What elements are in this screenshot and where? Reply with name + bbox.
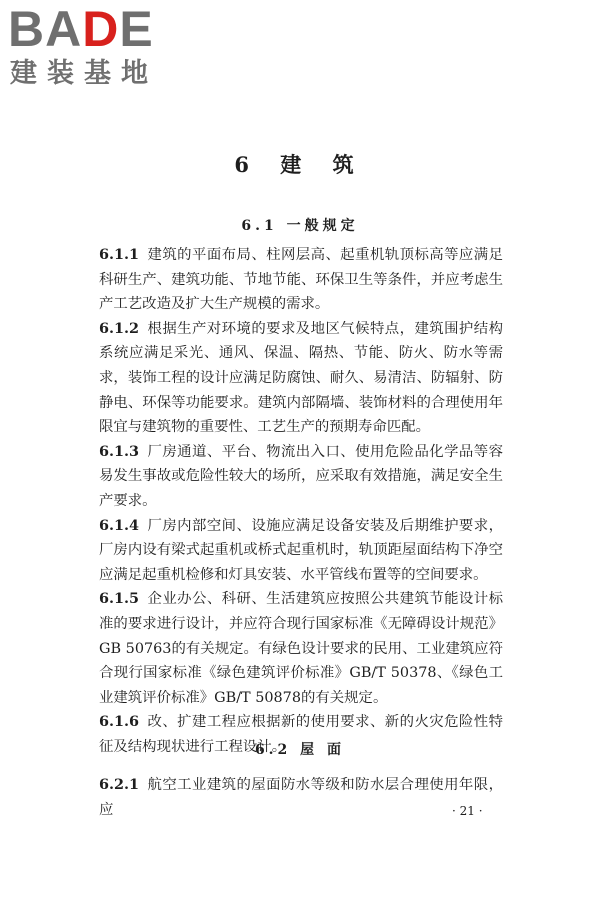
logo-word-part2: E bbox=[119, 1, 154, 57]
clause-text: 厂房通道、平台、物流出入口、使用危险品化学品等容易发生事故或危险性较大的场所，应采取有效措施，满足安全生产要求。 bbox=[99, 443, 503, 509]
section-title-6-2: 6.2 屋 面 bbox=[254, 742, 346, 758]
page-number: · 21 · bbox=[452, 804, 483, 818]
clause-text: 根据生产对环境的要求及地区气候特点，建筑围护结构系统应满足采光、通风、保温、隔热、节能、防火、防水等需求，装饰工程的设计应满足防腐蚀、耐久、易清洁、防辐射、防静电、环保等功能要求。建筑内部隔墙、装饰材料的合理使用年限宜与建筑物的重要性、工艺生产的预期寿命匹配。 bbox=[99, 320, 503, 436]
clause-number: 6.1.2 bbox=[99, 319, 140, 337]
logo-wordmark bbox=[8, 1, 154, 57]
bade-logo bbox=[8, 1, 183, 94]
clause-6-2-1 bbox=[99, 773, 503, 822]
clause-6-1-5 bbox=[99, 587, 503, 710]
clause-6-1-4 bbox=[99, 514, 503, 588]
clause-number: 6.1.6 bbox=[99, 713, 140, 731]
clause-6-1-2 bbox=[99, 317, 503, 440]
clause-text: 厂房内部空间、设施应满足设备安装及后期维护要求，厂房内设有梁式起重机或桥式起重机时，轨顶距屋面结构下净空应满足起重机检修和灯具安装、水平管线布置等的空间要求。 bbox=[99, 517, 503, 583]
section-body-6-2 bbox=[99, 773, 503, 822]
clause-number: 6.1.1 bbox=[99, 246, 140, 263]
clause-text: 航空工业建筑的屋面防水等级和防水层合理使用年限，应 bbox=[99, 777, 503, 818]
section-title-6-1: 6.1 一般规定 bbox=[241, 218, 359, 234]
logo-subtitle: 建装基地 bbox=[10, 58, 158, 89]
clause-text: 改、扩建工程应根据新的使用要求、新的火灾危险性特征及结构现状进行工程设计。 bbox=[99, 714, 503, 755]
clause-number: 6.2.1 bbox=[99, 776, 140, 793]
logo-word-accent: D bbox=[82, 1, 120, 57]
clause-6-1-3 bbox=[99, 440, 503, 514]
logo-word-part1: BA bbox=[8, 1, 83, 57]
chapter-title: 6 建 筑 bbox=[234, 152, 366, 177]
section-body-6-1 bbox=[99, 243, 503, 759]
clause-number: 6.1.4 bbox=[99, 516, 140, 534]
clause-number: 6.1.5 bbox=[99, 590, 140, 608]
clause-text: 建筑的平面布局、柱网层高、起重机轨顶标高等应满足科研生产、建筑功能、节地节能、环保卫生等条件，并应考虑生产工艺改造及扩大生产规模的需求。 bbox=[99, 247, 503, 313]
clause-text: 企业办公、科研、生活建筑应按照公共建筑节能设计标准的要求进行设计，并应符合现行国家标准《无障碍设计规范》GB 50763的有关规定。有绿色设计要求的民用、工业建筑应符合现行国家标准《绿色建筑评价标准》GB/T 50378、《绿色工业建筑评价标准》GB/T 50878的有关规定。 bbox=[99, 591, 503, 706]
clause-number: 6.1.3 bbox=[99, 442, 140, 460]
clause-6-1-1 bbox=[99, 243, 503, 317]
